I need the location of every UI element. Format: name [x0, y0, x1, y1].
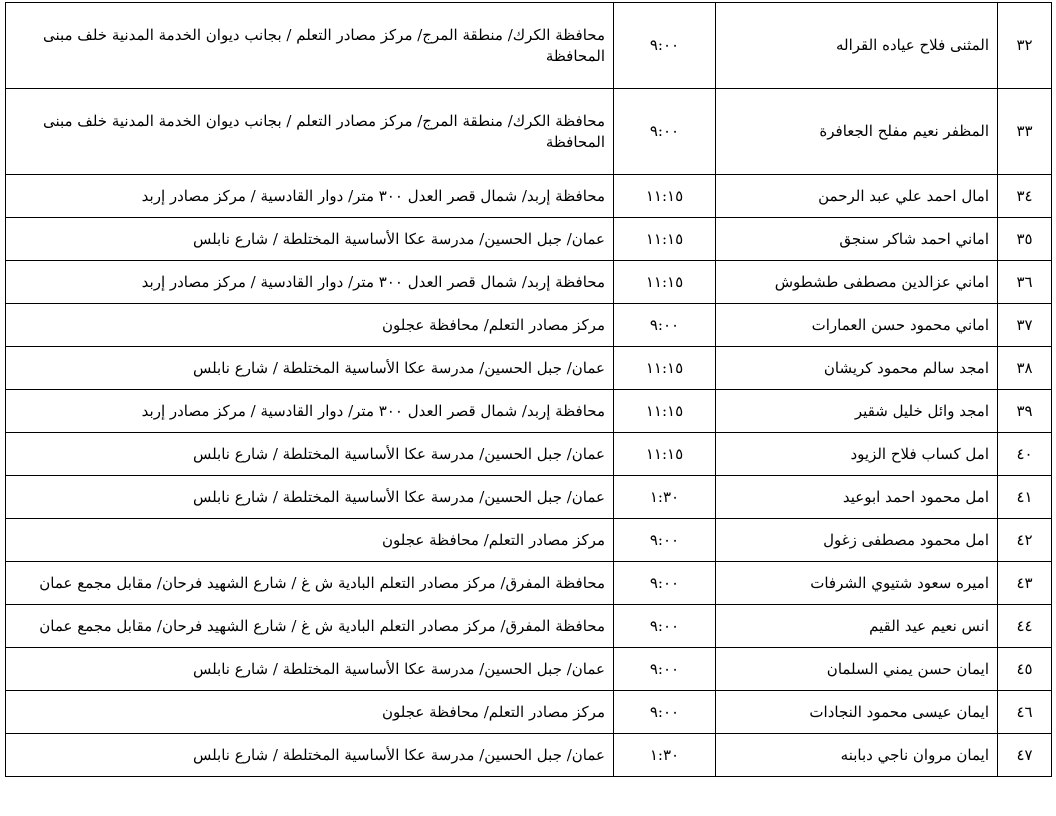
candidate-name: امل محمود احمد ابوعيد — [716, 476, 998, 519]
row-number: ٤٦ — [998, 691, 1052, 734]
candidate-name: امل كساب فلاح الزيود — [716, 433, 998, 476]
table-row — [6, 347, 1052, 390]
exam-location: عمان/ جبل الحسين/ مدرسة عكا الأساسية المختلطة / شارع نابلس — [6, 734, 614, 777]
candidate-name: امال احمد علي عبد الرحمن — [716, 175, 998, 218]
table-row — [6, 261, 1052, 304]
table-row — [6, 3, 1052, 89]
exam-location: عمان/ جبل الحسين/ مدرسة عكا الأساسية المختلطة / شارع نابلس — [6, 648, 614, 691]
schedule-table — [5, 2, 1052, 777]
exam-location: مركز مصادر التعلم/ محافظة عجلون — [6, 691, 614, 734]
exam-time: ٩:٠٠ — [614, 605, 716, 648]
candidate-name: ايمان عيسى محمود النجادات — [716, 691, 998, 734]
schedule-table-body — [6, 3, 1052, 777]
row-number: ٣٤ — [998, 175, 1052, 218]
row-number: ٣٧ — [998, 304, 1052, 347]
exam-time: ٩:٠٠ — [614, 304, 716, 347]
exam-location: محافظة الكرك/ منطقة المرج/ مركز مصادر التعلم / بجانب ديوان الخدمة المدنية خلف مبنى المحافظة — [6, 3, 614, 89]
exam-location: محافظة المفرق/ مركز مصادر التعلم البادية ش غ / شارع الشهيد فرحان/ مقابل مجمع عمان — [6, 562, 614, 605]
exam-location: محافظة إربد/ شمال قصر العدل ٣٠٠ متر/ دوار القادسية / مركز مصادر إربد — [6, 390, 614, 433]
row-number: ٣٣ — [998, 89, 1052, 175]
row-number: ٤٢ — [998, 519, 1052, 562]
exam-location: عمان/ جبل الحسين/ مدرسة عكا الأساسية المختلطة / شارع نابلس — [6, 433, 614, 476]
exam-location: محافظة المفرق/ مركز مصادر التعلم البادية ش غ / شارع الشهيد فرحان/ مقابل مجمع عمان — [6, 605, 614, 648]
table-row — [6, 433, 1052, 476]
row-number: ٤٣ — [998, 562, 1052, 605]
row-number: ٤٥ — [998, 648, 1052, 691]
candidate-name: اماني عزالدين مصطفى طشطوش — [716, 261, 998, 304]
candidate-name: انس نعيم عيد القيم — [716, 605, 998, 648]
exam-location: عمان/ جبل الحسين/ مدرسة عكا الأساسية المختلطة / شارع نابلس — [6, 476, 614, 519]
exam-time: ٩:٠٠ — [614, 562, 716, 605]
candidate-name: المظفر نعيم مفلح الجعافرة — [716, 89, 998, 175]
exam-time: ١:٣٠ — [614, 734, 716, 777]
table-row — [6, 304, 1052, 347]
table-row — [6, 89, 1052, 175]
exam-time: ٩:٠٠ — [614, 648, 716, 691]
exam-time: ١١:١٥ — [614, 175, 716, 218]
candidate-name: اماني احمد شاكر سنجق — [716, 218, 998, 261]
table-row — [6, 390, 1052, 433]
row-number: ٣٢ — [998, 3, 1052, 89]
row-number: ٤١ — [998, 476, 1052, 519]
exam-location: مركز مصادر التعلم/ محافظة عجلون — [6, 519, 614, 562]
table-row — [6, 648, 1052, 691]
table-row — [6, 734, 1052, 777]
table-row — [6, 562, 1052, 605]
exam-time: ١١:١٥ — [614, 261, 716, 304]
row-number: ٣٦ — [998, 261, 1052, 304]
exam-time: ١١:١٥ — [614, 390, 716, 433]
exam-location: محافظة إربد/ شمال قصر العدل ٣٠٠ متر/ دوار القادسية / مركز مصادر إربد — [6, 175, 614, 218]
row-number: ٤٧ — [998, 734, 1052, 777]
candidate-name: اماني محمود حسن العمارات — [716, 304, 998, 347]
table-row — [6, 476, 1052, 519]
candidate-name: ايمان حسن يمني السلمان — [716, 648, 998, 691]
candidate-name: امجد وائل خليل شقير — [716, 390, 998, 433]
table-row — [6, 605, 1052, 648]
exam-location: عمان/ جبل الحسين/ مدرسة عكا الأساسية المختلطة / شارع نابلس — [6, 347, 614, 390]
exam-location: مركز مصادر التعلم/ محافظة عجلون — [6, 304, 614, 347]
exam-time: ١١:١٥ — [614, 433, 716, 476]
row-number: ٣٥ — [998, 218, 1052, 261]
exam-time: ٩:٠٠ — [614, 89, 716, 175]
candidate-name: اميره سعود شتيوي الشرفات — [716, 562, 998, 605]
table-row — [6, 175, 1052, 218]
exam-time: ١١:١٥ — [614, 347, 716, 390]
exam-time: ١:٣٠ — [614, 476, 716, 519]
exam-location: محافظة إربد/ شمال قصر العدل ٣٠٠ متر/ دوار القادسية / مركز مصادر إربد — [6, 261, 614, 304]
exam-time: ٩:٠٠ — [614, 519, 716, 562]
exam-location: محافظة الكرك/ منطقة المرج/ مركز مصادر التعلم / بجانب ديوان الخدمة المدنية خلف مبنى المحافظة — [6, 89, 614, 175]
candidate-name: امجد سالم محمود كريشان — [716, 347, 998, 390]
table-row — [6, 519, 1052, 562]
candidate-name: امل محمود مصطفى زغول — [716, 519, 998, 562]
exam-time: ١١:١٥ — [614, 218, 716, 261]
exam-time: ٩:٠٠ — [614, 3, 716, 89]
table-row — [6, 691, 1052, 734]
candidate-name: المثنى فلاح عياده القراله — [716, 3, 998, 89]
row-number: ٤٤ — [998, 605, 1052, 648]
candidate-name: ايمان مروان ناجي دبابنه — [716, 734, 998, 777]
exam-location: عمان/ جبل الحسين/ مدرسة عكا الأساسية المختلطة / شارع نابلس — [6, 218, 614, 261]
row-number: ٣٩ — [998, 390, 1052, 433]
table-row — [6, 218, 1052, 261]
row-number: ٤٠ — [998, 433, 1052, 476]
exam-time: ٩:٠٠ — [614, 691, 716, 734]
row-number: ٣٨ — [998, 347, 1052, 390]
